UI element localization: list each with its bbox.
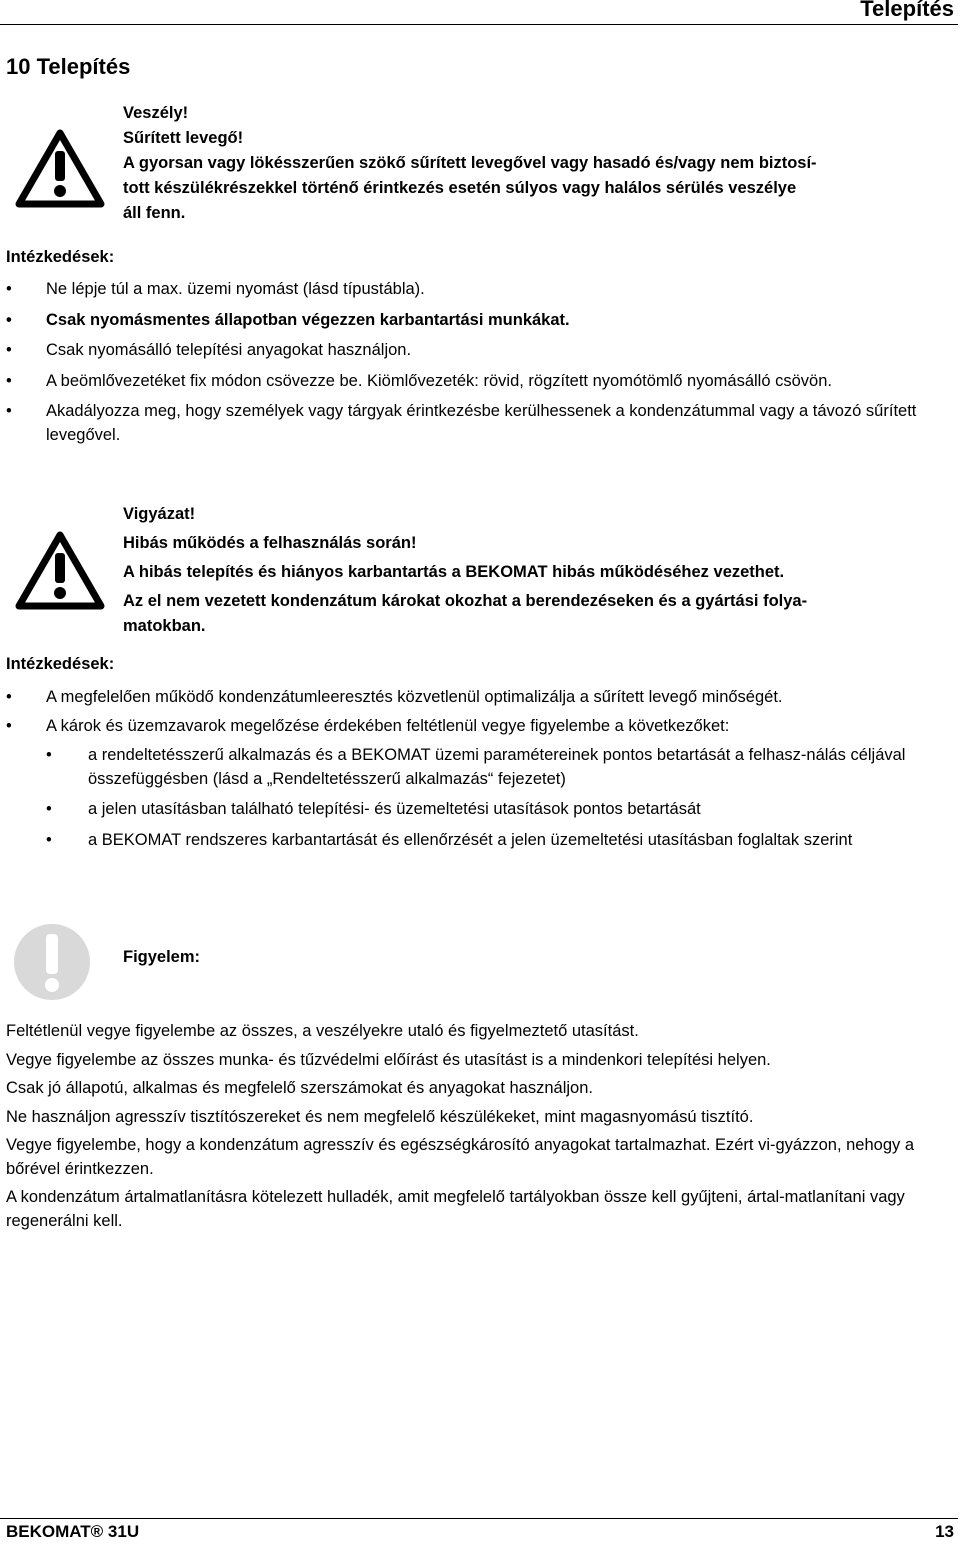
caution-measures-label: Intézkedések: — [6, 655, 115, 673]
caution-line: matokban. — [123, 617, 206, 635]
list-item: • Csak nyomásálló telepítési anyagokat használjon. — [6, 339, 951, 363]
warning-triangle-icon — [14, 530, 106, 610]
list-item: • A megfelelően működő kondenzátumleeresztés közvetlenül optimalizálja a sűrített levegő minőségét. — [6, 686, 951, 710]
page-number: 13 — [935, 1522, 954, 1541]
exclamation-circle-icon — [12, 922, 92, 1002]
danger-line: A gyorsan vagy lökésszerűen szökő sűrített levegővel vagy hasadó és/vagy nem biztosí- — [123, 154, 817, 172]
caution-line: A hibás telepítés és hiányos karbantartás a BEKOMAT hibás működéséhez vezethet. — [123, 563, 785, 581]
footer-product: BEKOMAT® 31U — [6, 1522, 140, 1541]
caution-measures-list — [6, 686, 951, 745]
danger-line: Veszély! — [123, 104, 189, 122]
paragraph: Ne használjon agresszív tisztítószereket és nem megfelelő készülékeket, mint magasnyomású tisztító. — [6, 1107, 754, 1126]
danger-measures-list — [6, 278, 951, 447]
header-rule — [0, 24, 958, 25]
danger-line: áll fenn. — [123, 204, 186, 222]
danger-measures-label: Intézkedések: — [6, 248, 115, 266]
danger-notice — [123, 101, 943, 226]
header-chapter: Telepítés — [860, 0, 954, 21]
list-item: • a rendeltetésszerű alkalmazás és a BEKOMAT üzemi paramétereinek pontos betartását a felhasz-nálás céljával összefüggésben (lásd a „Rendeltetésszerű alkalmazás“ fejezetet) — [46, 744, 951, 791]
list-item: • a jelen utasításban található telepítési- és üzemeltetési utasítások pontos betartását — [46, 798, 951, 822]
list-item: • A károk és üzemzavarok megelőzése érdekében feltétlenül vegye figyelembe a következőket: — [6, 715, 951, 739]
section-title: 10 Telepítés — [6, 54, 131, 79]
list-item: • Akadályozza meg, hogy személyek vagy tárgyak érintkezésbe kerülhessenek a kondenzátummal vagy a távozó sűrített levegővel. — [6, 400, 951, 447]
caution-sublist — [46, 744, 951, 852]
paragraph: A kondenzátum ártalmatlanításra kötelezett hulladék, amit megfelelő tartályokban össze kell gyűjteni, ártal-matlanítani vagy regenerálni kell. — [6, 1188, 905, 1230]
caution-line: Vigyázat! — [123, 505, 196, 523]
list-item: • a BEKOMAT rendszeres karbantartását és ellenőrzését a jelen üzemeltetési utasításban foglaltak szerint — [46, 829, 951, 853]
caution-line: Hibás működés a felhasználás során! — [123, 534, 417, 552]
attention-paragraphs — [6, 1020, 951, 1238]
paragraph: Feltétlenül vegye figyelembe az összes, a veszélyekre utaló és figyelmeztető utasítást. — [6, 1022, 639, 1040]
list-item: • A beömlővezetéket fix módon csövezze be. Kiömlővezeték: rövid, rögzített nyomótömlő nyomásálló csövön. — [6, 370, 951, 394]
caution-notice — [123, 502, 943, 639]
danger-line: tott készülékrészekkel történő érintkezés esetén súlyos vagy halálos sérülés veszélye — [123, 179, 797, 197]
footer-rule — [0, 1518, 958, 1519]
danger-line: Sűrített levegő! — [123, 129, 244, 147]
paragraph: Vegye figyelembe, hogy a kondenzátum agresszív és egészségkárosító anyagokat tartalmazhat. Ezért vi-gyázzon, nehogy a bőrével érintkezzen. — [6, 1136, 915, 1178]
list-item: • Csak nyomásmentes állapotban végezzen karbantartási munkákat. — [6, 309, 951, 333]
attention-label: Figyelem: — [123, 948, 201, 966]
warning-triangle-icon — [14, 128, 106, 208]
paragraph: Vegye figyelembe az összes munka- és tűzvédelmi előírást és utasítást is a mindenkori telepítési helyen. — [6, 1050, 771, 1069]
paragraph: Csak jó állapotú, alkalmas és megfelelő szerszámokat és anyagokat használjon. — [6, 1079, 593, 1097]
caution-line: Az el nem vezetett kondenzátum károkat okozhat a berendezéseken és a gyártási folya- — [123, 592, 808, 610]
list-item: • Ne lépje túl a max. üzemi nyomást (lásd típustábla). — [6, 278, 951, 302]
